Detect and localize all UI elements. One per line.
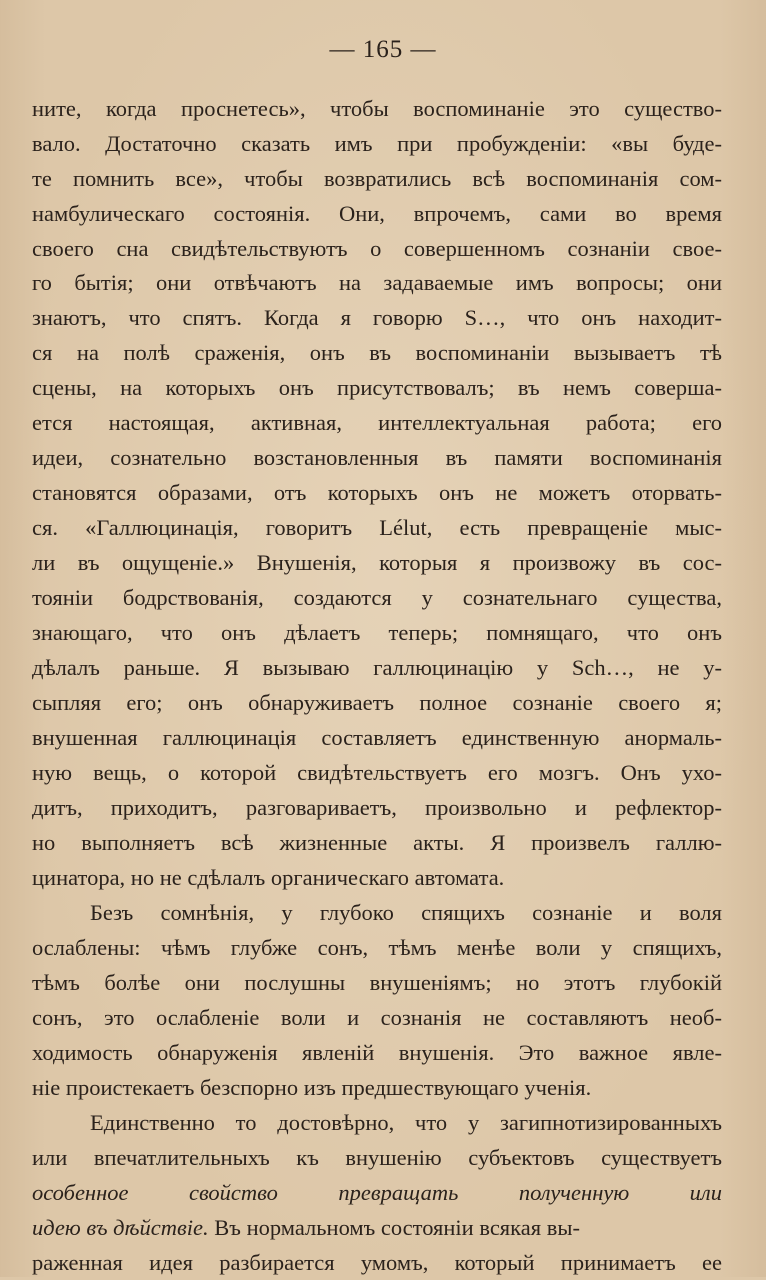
- text-line: ходимость обнаруженія явленій внушенія. Это важное явле-: [32, 1040, 722, 1065]
- mixed-text-line: [32, 1211, 722, 1245]
- text-line: ослаблены: чѣмъ глубже сонъ, тѣмъ менѣе воли у спящихъ,: [32, 935, 722, 960]
- text-line: ется настоящая, активная, интеллектуальная работа; его: [32, 410, 722, 435]
- text-line: сонъ, это ослабленіе воли и сознанія не составляютъ необ-: [32, 1005, 722, 1030]
- paragraph-start-line: Безъ сомнѣнія, у глубоко спящихъ сознаніе и воля: [90, 900, 722, 925]
- text-line: дѣлалъ раньше. Я вызываю галлюцинацію у Sch…, не у-: [32, 655, 722, 680]
- italic-phrase: идею въ дѣйствіе.: [32, 1215, 209, 1240]
- text-line: ную вещь, о которой свидѣтельствуетъ его мозгъ. Онъ ухо-: [32, 760, 722, 785]
- text-line: ся на полѣ сраженія, онъ въ воспоминаніи вызываетъ тѣ: [32, 340, 722, 365]
- text-line: намбулическаго состоянія. Они, впрочемъ, сами во время: [32, 201, 722, 226]
- text-line: ся. «Галлюцинація, говоритъ Lélut, есть превращеніе мыс-: [32, 515, 722, 540]
- text-line: знающаго, что онъ дѣлаетъ теперь; помнящаго, что онъ: [32, 620, 722, 645]
- page-number: — 165 —: [329, 36, 437, 63]
- text-line: тояніи бодрствованія, создаются у сознательнаго существа,: [32, 585, 722, 610]
- text-line: тѣмъ болѣе они послушны внушеніямъ; но этотъ глубокій: [32, 970, 722, 995]
- paragraph-start-line: Единственно то достовѣрно, что у загипнотизированныхъ: [90, 1110, 722, 1135]
- text-line: раженная идея разбирается умомъ, который принимаетъ ее: [32, 1250, 722, 1275]
- text-line: внушенная галлюцинація составляетъ единственную анормаль-: [32, 725, 722, 750]
- text-line: знаютъ, что спятъ. Когда я говорю S…, что онъ находит-: [32, 305, 722, 330]
- text-line: идеи, сознательно возстановленныя въ памяти воспоминанія: [32, 445, 722, 470]
- italic-text-line: особенное свойство превращать полученную или: [32, 1180, 722, 1205]
- text-run: Въ нормальномъ состояніи всякая вы-: [208, 1215, 580, 1240]
- text-line: ли въ ощущеніе.» Внушенія, которыя я произвожу въ сос-: [32, 550, 722, 575]
- text-line: вало. Достаточно сказать имъ при пробужденіи: «вы буде-: [32, 131, 722, 156]
- text-line: ните, когда проснетесь», чтобы воспоминаніе это существо-: [32, 96, 722, 121]
- text-line: цинатора, но не сдѣлалъ органическаго автомата.: [32, 865, 505, 890]
- text-line: дитъ, приходитъ, разговариваетъ, произвольно и рефлектор-: [32, 795, 722, 820]
- text-line: или впечатлительныхъ къ внушенію субъектовъ существуетъ: [32, 1145, 722, 1170]
- text-line: го бытія; они отвѣчаютъ на задаваемые имъ вопросы; они: [32, 270, 722, 295]
- text-line: своего сна свидѣтельствуютъ о совершенномъ сознаніи свое-: [32, 236, 722, 261]
- text-line: те помнить все», чтобы возвратились всѣ воспоминанія сом-: [32, 166, 722, 191]
- text-line: становятся образами, отъ которыхъ онъ не можетъ оторвать-: [32, 480, 722, 505]
- text-line: но выполняетъ всѣ жизненные акты. Я произвелъ галлю-: [32, 830, 722, 855]
- text-line: сцены, на которыхъ онъ присутствовалъ; въ немъ соверша-: [32, 375, 722, 400]
- text-line: сыпляя его; онъ обнаруживаетъ полное сознаніе своего я;: [32, 690, 722, 715]
- text-line: ніе проистекаетъ безспорно изъ предшествующаго ученія.: [32, 1075, 592, 1100]
